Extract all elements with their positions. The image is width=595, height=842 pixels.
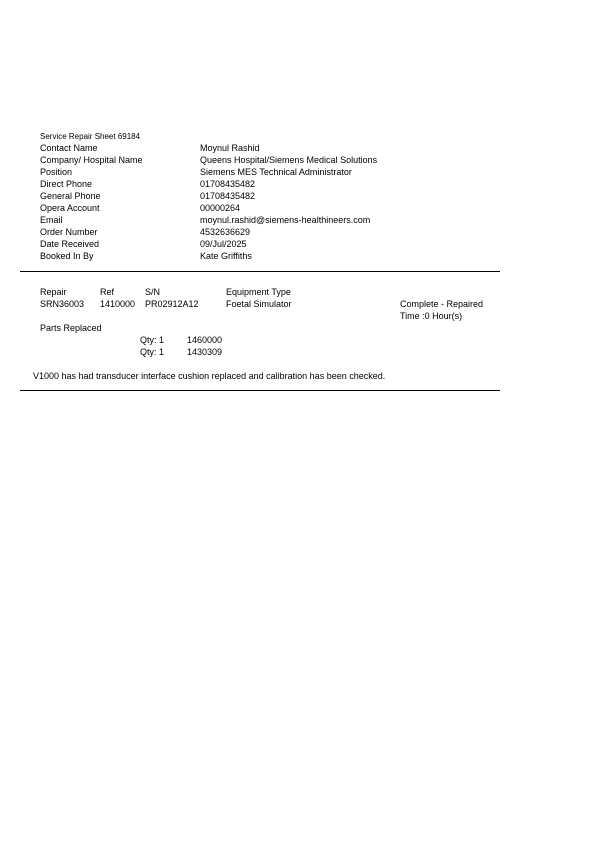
divider-bottom <box>20 390 500 391</box>
repair-number: SRN36003 <box>40 299 85 309</box>
part-qty: Qty: 1 <box>140 335 165 345</box>
divider-top <box>20 271 500 272</box>
repair-notes: V1000 has had transducer interface cushion replaced and calibration has been checked. <box>33 371 386 381</box>
order-number-label: Order Number <box>40 227 98 237</box>
general-phone-label: General Phone <box>40 191 101 201</box>
company-label: Company/ Hospital Name <box>40 155 143 165</box>
repair-header: Repair <box>40 287 67 297</box>
ref-number: 1410000 <box>100 299 136 309</box>
parts-replaced-label: Parts Replaced <box>40 323 102 333</box>
contact-name-value: Moynul Rashid <box>200 143 260 153</box>
contact-name-label: Contact Name <box>40 143 98 153</box>
part-number: 1460000 <box>187 335 223 345</box>
position-label: Position <box>40 167 73 177</box>
equipment-type: Foetal Simulator <box>226 299 292 309</box>
serial-number: PR02912A12 <box>145 299 199 309</box>
general-phone-value: 01708435482 <box>200 191 256 201</box>
email-label: Email <box>40 215 63 225</box>
company-value: Queens Hospital/Siemens Medical Solutions <box>200 155 378 165</box>
email-value: moynul.rashid@siemens-healthineers.com <box>200 215 371 225</box>
sn-header: S/N <box>145 287 161 297</box>
booked-in-by-label: Booked In By <box>40 251 94 261</box>
part-number: 1430309 <box>187 347 223 357</box>
repair-time: Time :0 Hour(s) <box>400 311 463 321</box>
repair-status: Complete - Repaired <box>400 299 484 309</box>
booked-in-by-value: Kate Griffiths <box>200 251 252 261</box>
sheet-title: Service Repair Sheet 69184 <box>40 132 141 141</box>
equipment-type-header: Equipment Type <box>226 287 291 297</box>
position-value: Siemens MES Technical Administrator <box>200 167 352 177</box>
direct-phone-value: 01708435482 <box>200 179 256 189</box>
date-received-value: 09/Jul/2025 <box>200 239 247 249</box>
opera-account-value: 00000264 <box>200 203 241 213</box>
part-qty: Qty: 1 <box>140 347 165 357</box>
order-number-value: 4532636629 <box>200 227 251 237</box>
opera-account-label: Opera Account <box>40 203 100 213</box>
ref-header: Ref <box>100 287 115 297</box>
direct-phone-label: Direct Phone <box>40 179 93 189</box>
date-received-label: Date Received <box>40 239 100 249</box>
